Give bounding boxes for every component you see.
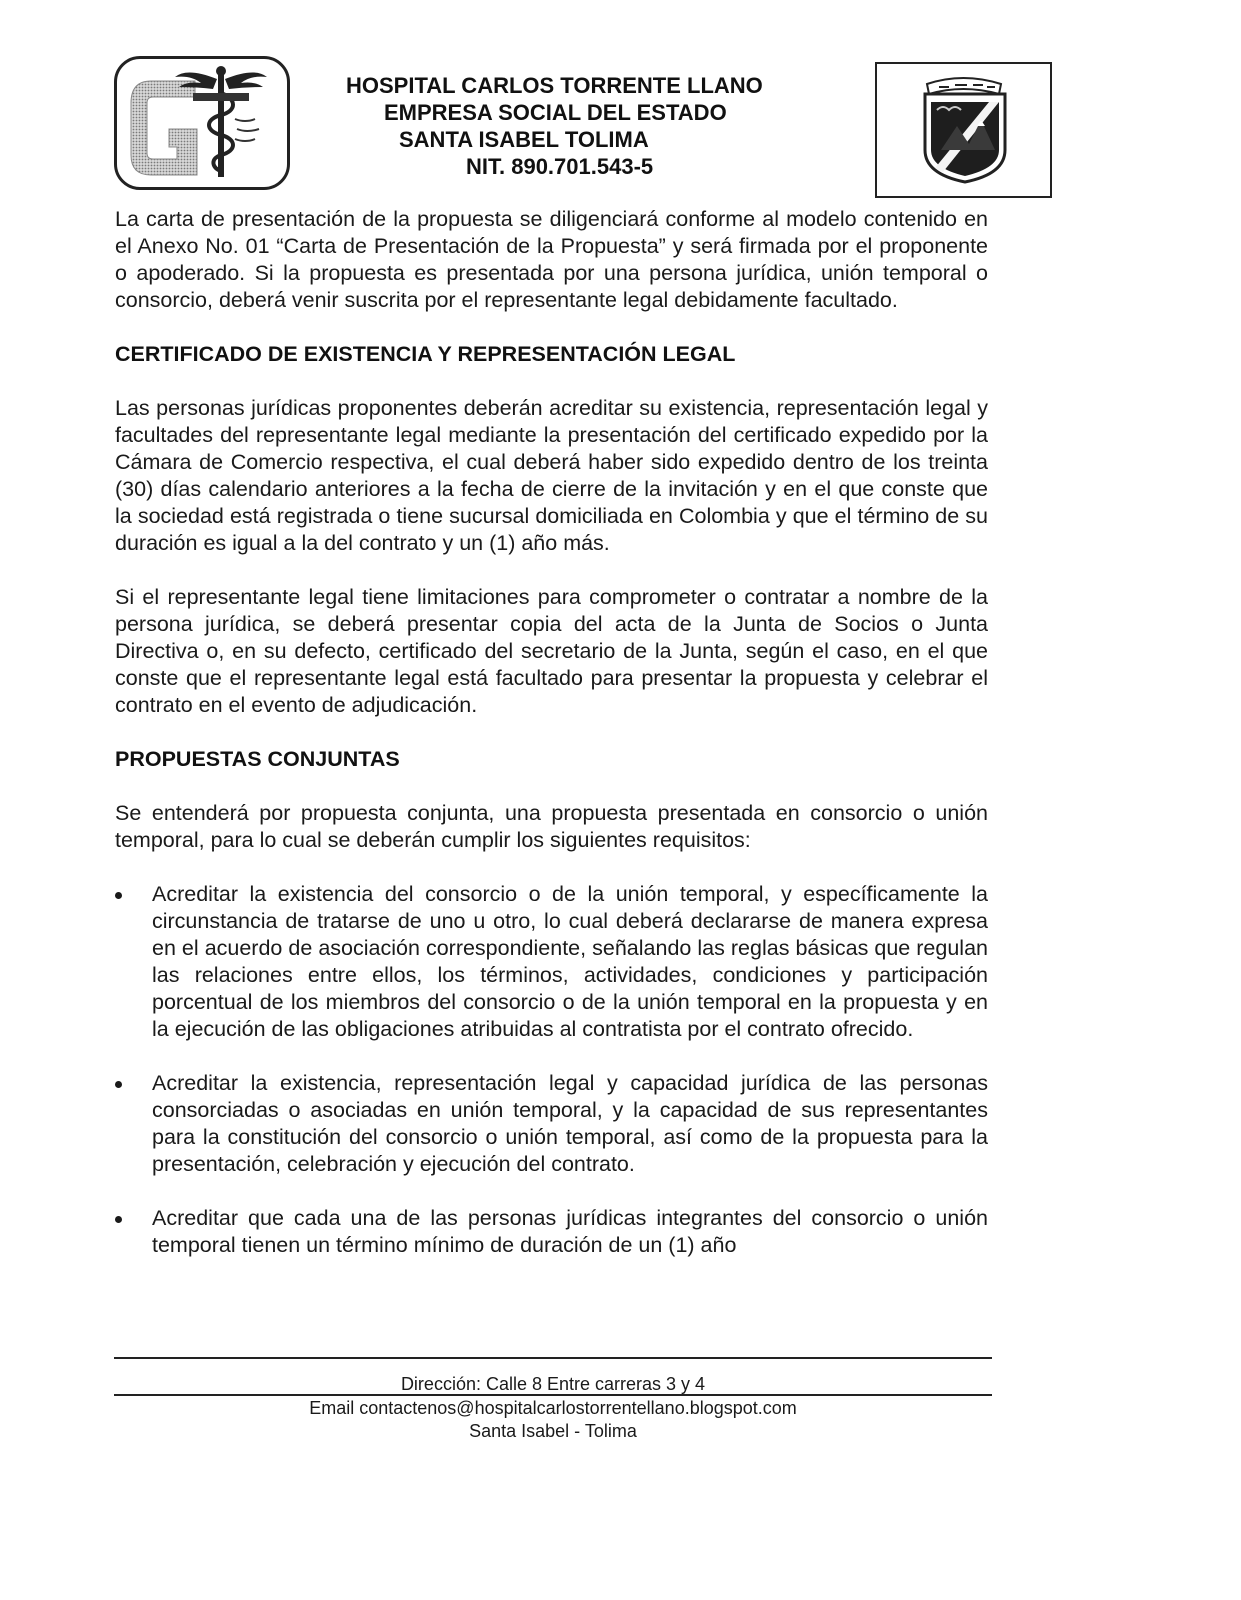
paragraph: Las personas jurídicas proponentes deberán acreditar su existencia, representación legal y facultades del representante legal mediante la presentación del certificado expedido por la Cámara de Comercio respectiva, el cual deberá haber sido expedido dentro de los treinta (30) días calendario anteriores a la fecha de cierre de la invitación y en el que conste que la sociedad está registrada o tiene sucursal domiciliada en Colombia y que el término de su duración es igual a la del contrato y un (1) año más. [115, 396, 988, 555]
municipal-logo [875, 62, 1052, 198]
hospital-logo [114, 56, 290, 190]
list-item [115, 1205, 988, 1259]
footer-divider [114, 1357, 992, 1359]
paragraph: Se entenderá por propuesta conjunta, una propuesta presentada en consorcio o unión temporal, para lo cual se deberán cumplir los siguientes requisitos: [115, 801, 988, 852]
location: SANTA ISABEL TOLIMA [399, 127, 649, 152]
requirements-list [115, 881, 988, 1259]
list-item [115, 881, 988, 1043]
nit-number: NIT. 890.701.543-5 [466, 154, 654, 179]
letterhead [334, 72, 804, 180]
shield-icon [877, 64, 1050, 196]
caduceus-icon [117, 59, 287, 187]
footer-city: Santa Isabel - Tolima [469, 1421, 637, 1441]
list-item-text: Acreditar la existencia, representación legal y capacidad jurídica de las personas consorciadas o asociadas en unión temporal, y la capacidad de sus representantes para la constitución del consorcio o unión temporal, así como de la propuesta para la presentación, celebración y ejecución del contrato. [152, 1071, 988, 1176]
document-body [115, 206, 988, 1286]
footer-email: Email contactenos@hospitalcarlostorrentellano.blogspot.com [309, 1398, 797, 1418]
bullet-icon [115, 1216, 122, 1223]
entity-type: EMPRESA SOCIAL DEL ESTADO [384, 100, 727, 125]
hospital-name: HOSPITAL CARLOS TORRENTE LLANO [346, 73, 763, 98]
footer-divider [114, 1394, 992, 1396]
footer-address: Dirección: Calle 8 Entre carreras 3 y 4 [400, 1374, 706, 1394]
list-item-text: Acreditar que cada una de las personas jurídicas integrantes del consorcio o unión temporal tienen un término mínimo de duración de un (1) año [152, 1206, 988, 1257]
section-title-propuestas-conjuntas: PROPUESTAS CONJUNTAS [115, 747, 400, 771]
section-title-certificado: CERTIFICADO DE EXISTENCIA Y REPRESENTACIÓN LEGAL [115, 342, 736, 366]
list-item-text: Acreditar la existencia del consorcio o de la unión temporal, y específicamente la circunstancia de tratarse de uno u otro, lo cual deberá declararse de manera expresa en el acuerdo de asociación correspondiente, señalando las reglas básicas que regulan las relaciones entre ellos, los términos, actividades, condiciones y participación porcentual de los miembros del consorcio o de la unión temporal en la propuesta y en la ejecución de las obligaciones atribuidas al contratista por el contrato ofrecido. [152, 882, 988, 1041]
paragraph: Si el representante legal tiene limitaciones para comprometer o contratar a nombre de la persona jurídica, se deberá presentar copia del acta de la Junta de Socios o Junta Directiva o, en su defecto, certificado del secretario de la Junta, según el caso, en el que conste que el representante legal está facultado para presentar la propuesta y celebrar el contrato en el evento de adjudicación. [115, 585, 988, 717]
intro-paragraph: La carta de presentación de la propuesta se diligenciará conforme al modelo contenido en el Anexo No. 01 “Carta de Presentación de la Propuesta” y será firmada por el proponente o apoderado. Si la propuesta es presentada por una persona jurídica, unión temporal o consorcio, deberá venir suscrita por el representante legal debidamente facultado. [115, 207, 988, 312]
list-item [115, 1070, 988, 1178]
bullet-icon [115, 1081, 122, 1088]
bullet-icon [115, 892, 122, 899]
